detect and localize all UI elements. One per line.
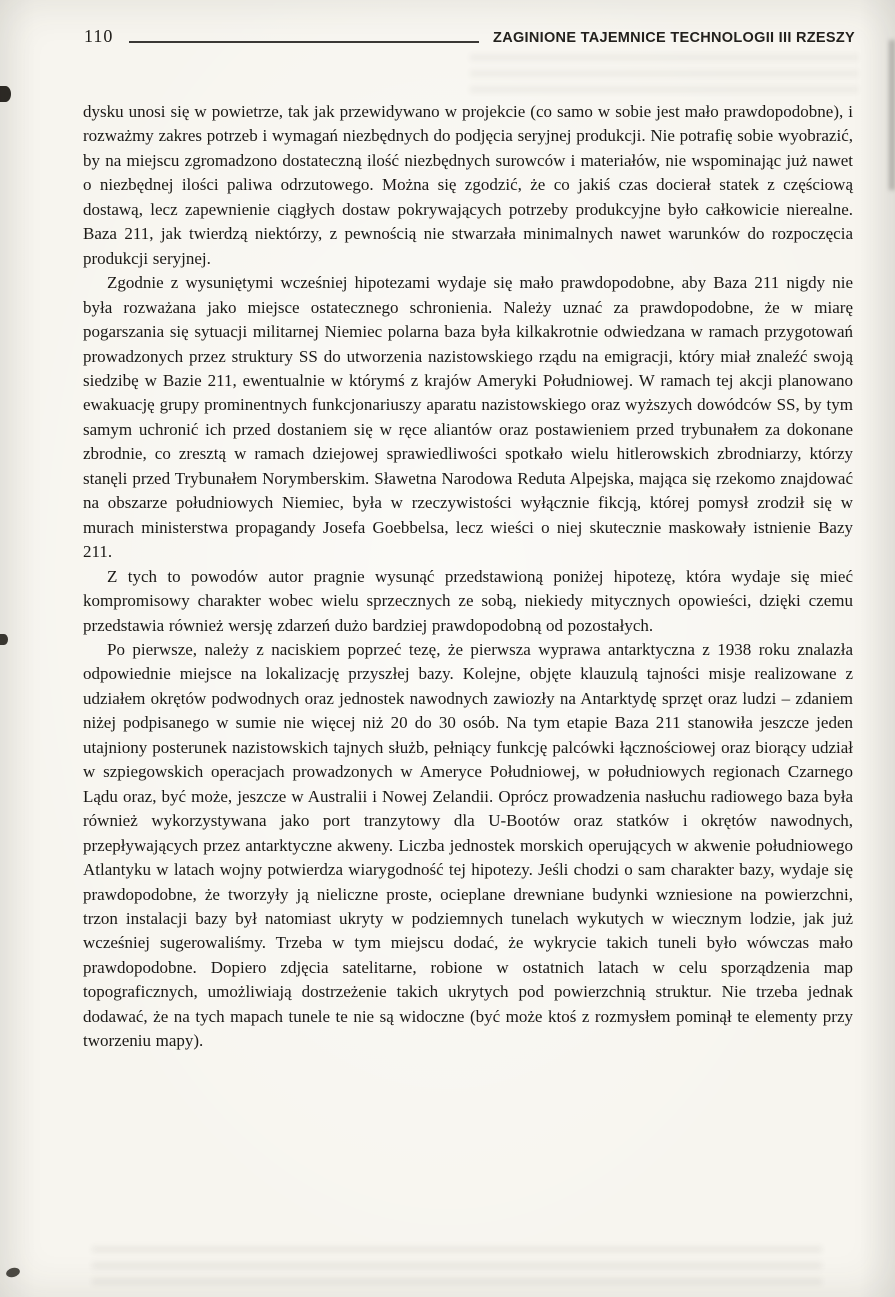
page-header: [84, 26, 855, 47]
paragraph: Zgodnie z wysuniętymi wcześniej hipotezami wydaje się mało prawdopodobne, aby Baza 211 nigdy nie była rozważana jako miejsce ostatecznego schronienia. Należy uznać za prawdopodobne, że w miarę pogarszania się sytuacji militarnej Niemiec polarna baza była kilkakrotnie odwiedzana w ramach przygotowań prowadzonych przez struktury SS do utworzenia nazistowskiego rządu na emigracji, który miał znaleźć swoją siedzibę w Bazie 211, ewentualnie w którymś z krajów Ameryki Południowej. W ramach tej akcji planowano ewakuację grupy prominentnych funkcjonariuszy aparatu nazistowskiego oraz wyższych dowódców SS, by tym samym uchronić ich przed dostaniem się w ręce aliantów oraz postawieniem przed trybunałem za dokonane zbrodnie, co zresztą w ramach dziejowej sprawiedliwości spotkało wielu hitlerowskich zbrodniarzy, którzy stanęli przed Trybunałem Norymberskim. Sławetna Narodowa Reduta Alpejska, mająca się rzekomo znajdować na obszarze południowych Niemiec, była w rzeczywistości wyłącznie fikcją, której pomysł zrodził się w murach ministerstwa propagandy Josefa Goebbelsa, lecz wieści o niej skutecznie maskowały istnienie Bazy 211.: [83, 273, 853, 562]
scan-edge-mark: [5, 1266, 21, 1278]
header-rule: [129, 41, 479, 43]
scan-edge-mark: [0, 634, 8, 645]
paragraph: dysku unosi się w powietrze, tak jak przewidywano w projekcie (co samo w sobie jest mało prawdopodobne), i rozważmy zakres potrzeb i wymagań niezbędnych do podjęcia seryjnej produkcji. Nie potrafię sobie wyobrazić, by na miejscu zgromadzono dostateczną ilość niezbędnych surowców i materiałów, nie wspominając już nawet o niezbędnej ilości paliwa odrzutowego. Można się zgodzić, że co jakiś czas docierał statek z częściową dostawą, lecz zapewnienie ciągłych dostaw pokrywających potrzeby produkcyjne było całkowicie nierealne. Baza 211, jak twierdzą niektórzy, z pewnością nie stwarzała minimalnych nawet warunków do rozpoczęcia produkcji seryjnej.: [83, 102, 853, 268]
paragraph: Z tych to powodów autor pragnie wysunąć przedstawioną poniżej hipotezę, która wydaje się mieć kompromisowy charakter wobec wielu sprzecznych ze sobą, niekiedy mitycznych opowieści, dzięki czemu przedstawia również wersję zdarzeń dużo bardziej prawdopodobną od pozostałych.: [83, 566, 853, 635]
paragraph: Po pierwsze, należy z naciskiem poprzeć tezę, że pierwsza wyprawa antarktyczna z 1938 roku znalazła odpowiednie miejsce na lokalizację przyszłej bazy. Kolejne, objęte klauzulą tajności misje realizowane z udziałem okrętów podwodnych oraz jednostek nawodnych zawiozły na Antarktydę sprzęt oraz ludzi – zdaniem niżej podpisanego w sumie nie więcej niż 20 do 30 osób. Na tym etapie Baza 211 stanowiła jeszcze jeden utajniony posterunek nazistowskich tajnych służb, pełniący funkcję palcówki łącznościowej oraz biorący udział w szpiegowskich operacjach prowadzonych w Ameryce Południowej, w południowych regionach Czarnego Lądu oraz, być może, jeszcze w Australii i Nowej Zelandii. Oprócz prowadzenia nasłuchu radiowego baza była również wykorzystywana jako port tranzytowy dla U-Bootów oraz statków i okrętów nawodnych, przepływających przez antarktyczne akweny. Liczba jednostek morskich operujących w akwenie południowego Atlantyku w latach wojny potwierdza wiarygodność tej hipotezy. Jeśli chodzi o sam charakter bazy, wydaje się prawdopodobne, że tworzyły ją nieliczne proste, ocieplane drewniane budynki wzniesione na powierzchni, trzon instalacji bazy był natomiast ukryty w podziemnych tunelach wykutych w wiecznym lodzie, jak już wcześniej sugerowaliśmy. Trzeba w tym miejscu dodać, że wykrycie takich tuneli było wówczas mało prawdopodobne. Dopiero zdjęcia satelitarne, robione w ostatnich latach w celu sporządzenia map topograficznych, umożliwiają dostrzeżenie takich ukrytych pod powierzchnią struktur. Nie trzeba jednak dodawać, że na tych mapach tunele te nie są widoczne (być może ktoś z rozmysłem pominął te elementy przy tworzeniu mapy).: [83, 639, 853, 1051]
scan-edge-mark: [0, 86, 11, 102]
header-title: ZAGINIONE TAJEMNICE TECHNOLOGII III RZESZY: [493, 30, 855, 46]
scan-ghosting-artifact: [470, 54, 858, 96]
body-text-block: [83, 100, 853, 1054]
scan-edge-smear: [889, 40, 895, 190]
scan-ghosting-artifact: [92, 1246, 822, 1290]
page-number: 110: [84, 26, 114, 46]
